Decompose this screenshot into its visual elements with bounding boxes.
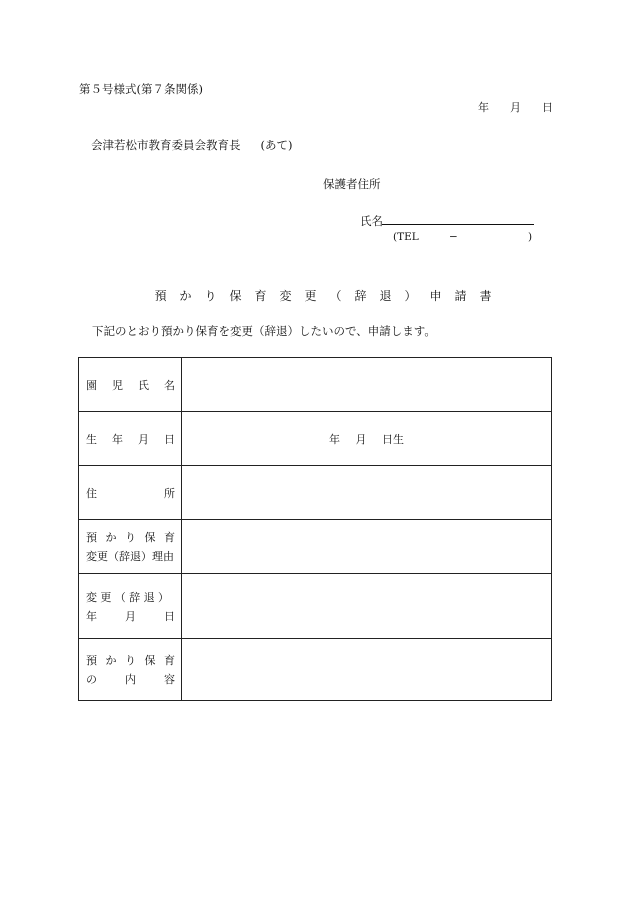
title-char: 書 — [479, 289, 492, 303]
tel-label: (TEL — [393, 231, 419, 243]
guardian-name-label: 氏名 — [360, 214, 383, 228]
address-field[interactable] — [182, 466, 552, 520]
title-char: （ — [329, 289, 342, 303]
birthdate-label: 生 年 月 日 — [79, 412, 182, 466]
date-day: 日 — [542, 101, 553, 114]
title-char: 更 — [304, 289, 317, 303]
table-row — [79, 574, 552, 639]
application-table — [78, 357, 552, 701]
title-char: か — [179, 289, 192, 303]
addressee-suffix: (あて) — [260, 138, 293, 152]
child-name-label: 園 児 氏 名 — [79, 358, 182, 412]
document-title — [148, 287, 498, 304]
form-number: 第５号様式(第７条関係) — [79, 82, 203, 96]
title-char: 辞 — [354, 289, 367, 303]
table-row — [79, 358, 552, 412]
title-char: 請 — [454, 289, 467, 303]
title-char: 退 — [379, 289, 392, 303]
guardian-address-label: 保護者住所 — [323, 177, 381, 191]
tel-dash: − — [449, 231, 458, 243]
change-date-label: 変 更 （ 辞 退 ） 年 月 日 — [79, 574, 182, 639]
change-date-field[interactable] — [182, 574, 552, 639]
intro-text: 下記のとおり預かり保育を変更（辞退）したいので、申請します。 — [92, 324, 436, 338]
child-name-field[interactable] — [182, 358, 552, 412]
birthdate-field[interactable]: 年 月 日生 — [182, 412, 552, 466]
title-char: り — [204, 289, 217, 303]
table-row — [79, 412, 552, 466]
tel-close: ) — [528, 231, 533, 243]
title-char: 変 — [279, 289, 292, 303]
care-content-label: 預 か り 保 育 の 内 容 — [79, 639, 182, 701]
guardian-name-field[interactable] — [382, 224, 534, 225]
change-reason-label: 預 か り 保 育 変更（辞退）理由 — [79, 520, 182, 574]
change-reason-field[interactable] — [182, 520, 552, 574]
table-row — [79, 639, 552, 701]
title-char: 預 — [154, 289, 167, 303]
date-year: 年 — [478, 101, 489, 114]
date-month: 月 — [510, 101, 521, 114]
submission-date — [478, 99, 553, 115]
addressee-name: 会津若松市教育委員会教育長 — [91, 138, 241, 152]
care-content-field[interactable] — [182, 639, 552, 701]
title-char: 育 — [254, 289, 267, 303]
address-label: 住 所 — [79, 466, 182, 520]
addressee — [91, 137, 292, 153]
table-row — [79, 520, 552, 574]
title-char: 申 — [429, 289, 442, 303]
title-char: ） — [404, 289, 417, 303]
title-char: 保 — [229, 289, 242, 303]
table-row — [79, 466, 552, 520]
